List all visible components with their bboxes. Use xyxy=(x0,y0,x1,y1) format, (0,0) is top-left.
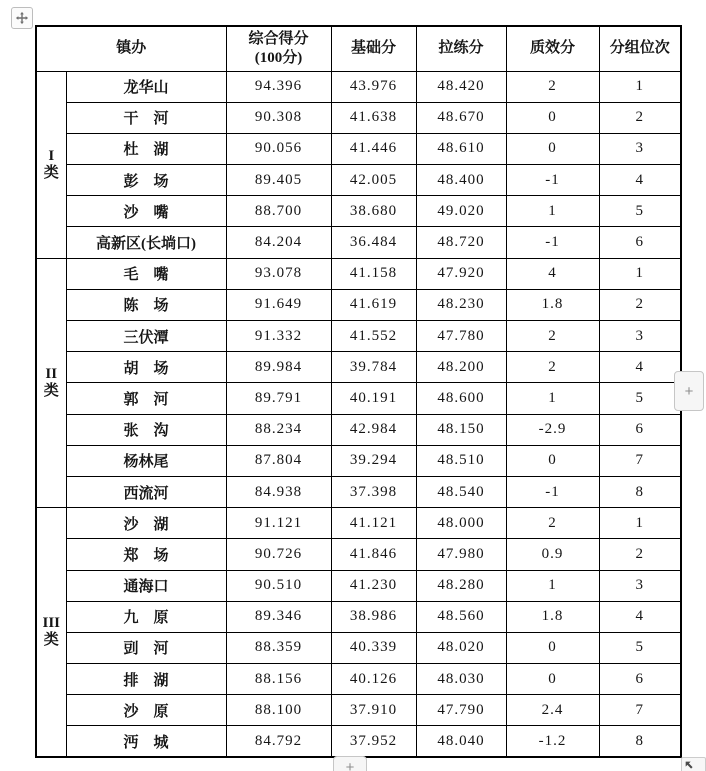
table-row xyxy=(36,632,681,663)
rank-cell[interactable]: 1 xyxy=(599,258,681,289)
header-composite-line1: 综合得分 xyxy=(248,30,309,47)
rank-cell[interactable]: 6 xyxy=(599,227,681,258)
drill-cell[interactable]: 48.670 xyxy=(416,102,506,133)
group-numeral: I xyxy=(48,147,55,164)
group-label-cell[interactable] xyxy=(36,71,66,258)
table-row xyxy=(36,352,681,383)
table-row xyxy=(36,133,681,164)
table-row xyxy=(36,664,681,695)
table-row xyxy=(36,227,681,258)
drill-cell[interactable]: 47.790 xyxy=(416,695,506,726)
town-name-cell[interactable]: 彭 场 xyxy=(66,165,226,196)
town-name-cell[interactable]: 杜 湖 xyxy=(66,133,226,164)
group-numeral: II xyxy=(45,365,58,382)
score-table xyxy=(35,25,682,758)
header-quality-cell[interactable]: 质效分 xyxy=(506,26,599,71)
base-cell[interactable]: 41.158 xyxy=(331,258,416,289)
group-numeral: III xyxy=(42,615,60,632)
drill-cell[interactable]: 48.200 xyxy=(416,352,506,383)
quality-cell[interactable]: 0 xyxy=(506,445,599,476)
town-name-cell[interactable]: 杨林尾 xyxy=(66,445,226,476)
composite-cell[interactable]: 90.308 xyxy=(226,102,331,133)
quality-cell[interactable]: 0 xyxy=(506,102,599,133)
table-row xyxy=(36,695,681,726)
base-cell[interactable]: 41.638 xyxy=(331,102,416,133)
quality-cell[interactable]: -1 xyxy=(506,165,599,196)
table-row xyxy=(36,289,681,320)
town-name-cell[interactable]: 陈 场 xyxy=(66,289,226,320)
composite-cell[interactable]: 87.804 xyxy=(226,445,331,476)
town-name-cell[interactable]: 九 原 xyxy=(66,601,226,632)
composite-cell[interactable]: 90.726 xyxy=(226,539,331,570)
composite-cell[interactable]: 91.121 xyxy=(226,508,331,539)
base-cell[interactable]: 40.339 xyxy=(331,632,416,663)
rank-cell[interactable]: 4 xyxy=(599,165,681,196)
header-rank-cell[interactable]: 分组位次 xyxy=(599,26,681,71)
table-row xyxy=(36,414,681,445)
composite-cell[interactable]: 91.649 xyxy=(226,289,331,320)
drill-cell[interactable]: 48.510 xyxy=(416,445,506,476)
quality-cell[interactable]: -1.2 xyxy=(506,726,599,757)
base-cell[interactable]: 41.552 xyxy=(331,321,416,352)
composite-cell[interactable]: 90.510 xyxy=(226,570,331,601)
quality-cell[interactable]: 0.9 xyxy=(506,539,599,570)
base-cell[interactable]: 38.986 xyxy=(331,601,416,632)
rank-cell[interactable]: 1 xyxy=(599,508,681,539)
rank-cell[interactable]: 8 xyxy=(599,726,681,757)
drill-cell[interactable]: 48.150 xyxy=(416,414,506,445)
composite-cell[interactable]: 84.204 xyxy=(226,227,331,258)
rank-cell[interactable]: 7 xyxy=(599,445,681,476)
town-name-cell[interactable]: 沙 原 xyxy=(66,695,226,726)
header-town-cell[interactable]: 镇办 xyxy=(36,26,226,71)
base-cell[interactable]: 39.294 xyxy=(331,445,416,476)
table-row xyxy=(36,726,681,757)
quality-cell[interactable]: -1 xyxy=(506,476,599,507)
quality-cell[interactable]: 0 xyxy=(506,664,599,695)
quality-cell[interactable]: 0 xyxy=(506,632,599,663)
drill-cell[interactable]: 49.020 xyxy=(416,196,506,227)
base-cell[interactable]: 41.121 xyxy=(331,508,416,539)
table-row xyxy=(36,321,681,352)
base-cell[interactable]: 42.005 xyxy=(331,165,416,196)
table-row xyxy=(36,539,681,570)
group-suffix: 类 xyxy=(43,632,59,649)
quality-cell[interactable]: 1 xyxy=(506,196,599,227)
drill-cell[interactable]: 48.720 xyxy=(416,227,506,258)
drill-cell[interactable]: 47.980 xyxy=(416,539,506,570)
quality-cell[interactable]: 2 xyxy=(506,508,599,539)
drill-cell[interactable]: 48.280 xyxy=(416,570,506,601)
town-name-cell[interactable]: 三伏潭 xyxy=(66,321,226,352)
drill-cell[interactable]: 48.230 xyxy=(416,289,506,320)
quality-cell[interactable]: 1.8 xyxy=(506,601,599,632)
town-name-cell[interactable]: 沙 湖 xyxy=(66,508,226,539)
add-row-button[interactable]: + xyxy=(333,756,367,771)
rank-cell[interactable]: 8 xyxy=(599,476,681,507)
drill-cell[interactable]: 48.030 xyxy=(416,664,506,695)
base-cell[interactable]: 37.398 xyxy=(331,476,416,507)
nw-arrow-icon xyxy=(684,760,694,770)
composite-cell[interactable]: 88.234 xyxy=(226,414,331,445)
quality-cell[interactable]: 0 xyxy=(506,133,599,164)
composite-cell[interactable]: 88.359 xyxy=(226,632,331,663)
town-name-cell[interactable]: 排 湖 xyxy=(66,664,226,695)
rank-cell[interactable]: 4 xyxy=(599,352,681,383)
town-name-cell[interactable]: 高新区(长埫口) xyxy=(66,227,226,258)
move-icon xyxy=(15,11,29,25)
quality-cell[interactable]: 2 xyxy=(506,321,599,352)
town-name-cell[interactable]: 西流河 xyxy=(66,476,226,507)
drill-cell[interactable]: 48.400 xyxy=(416,165,506,196)
table-row xyxy=(36,476,681,507)
quality-cell[interactable]: -2.9 xyxy=(506,414,599,445)
base-cell[interactable]: 43.976 xyxy=(331,71,416,102)
base-cell[interactable]: 38.680 xyxy=(331,196,416,227)
drill-cell[interactable]: 47.780 xyxy=(416,321,506,352)
table-row xyxy=(36,508,681,539)
base-cell[interactable]: 42.984 xyxy=(331,414,416,445)
composite-cell[interactable]: 89.405 xyxy=(226,165,331,196)
town-name-cell[interactable]: 沔 城 xyxy=(66,726,226,757)
group-suffix: 类 xyxy=(43,164,59,181)
table-row xyxy=(36,165,681,196)
drill-cell[interactable]: 48.040 xyxy=(416,726,506,757)
rank-cell[interactable]: 6 xyxy=(599,664,681,695)
town-name-cell[interactable]: 郭 河 xyxy=(66,383,226,414)
composite-cell[interactable]: 89.984 xyxy=(226,352,331,383)
quality-cell[interactable]: 1.8 xyxy=(506,289,599,320)
rank-cell[interactable]: 1 xyxy=(599,71,681,102)
table-row xyxy=(36,258,681,289)
composite-cell[interactable]: 84.792 xyxy=(226,726,331,757)
town-name-cell[interactable]: 毛 嘴 xyxy=(66,258,226,289)
base-cell[interactable]: 37.910 xyxy=(331,695,416,726)
table-resize-handle[interactable] xyxy=(681,757,706,771)
rank-cell[interactable]: 2 xyxy=(599,539,681,570)
base-cell[interactable]: 41.619 xyxy=(331,289,416,320)
composite-cell[interactable]: 93.078 xyxy=(226,258,331,289)
composite-cell[interactable]: 90.056 xyxy=(226,133,331,164)
table-row xyxy=(36,196,681,227)
header-drill-cell[interactable]: 拉练分 xyxy=(416,26,506,71)
table-move-handle[interactable] xyxy=(11,7,33,29)
town-name-cell[interactable]: 张 沟 xyxy=(66,414,226,445)
quality-cell[interactable]: 2 xyxy=(506,352,599,383)
drill-cell[interactable]: 48.020 xyxy=(416,632,506,663)
base-cell[interactable]: 40.191 xyxy=(331,383,416,414)
rank-cell[interactable]: 3 xyxy=(599,321,681,352)
town-name-cell[interactable]: 郑 场 xyxy=(66,539,226,570)
rank-cell[interactable]: 5 xyxy=(599,632,681,663)
town-name-cell[interactable]: 沙 嘴 xyxy=(66,196,226,227)
group-label-cell[interactable] xyxy=(36,508,66,758)
quality-cell[interactable]: 2.4 xyxy=(506,695,599,726)
composite-cell[interactable]: 88.100 xyxy=(226,695,331,726)
header-composite-line2: (100分) xyxy=(254,49,303,66)
table-row xyxy=(36,445,681,476)
rank-cell[interactable]: 6 xyxy=(599,414,681,445)
table-body xyxy=(36,71,681,757)
add-column-button[interactable]: + xyxy=(674,371,704,411)
composite-cell[interactable]: 94.396 xyxy=(226,71,331,102)
town-name-cell[interactable]: 胡 场 xyxy=(66,352,226,383)
rank-cell[interactable]: 5 xyxy=(599,196,681,227)
base-cell[interactable]: 41.846 xyxy=(331,539,416,570)
town-name-cell[interactable]: 剅 河 xyxy=(66,632,226,663)
rank-cell[interactable]: 5 xyxy=(599,383,681,414)
rank-cell[interactable]: 2 xyxy=(599,102,681,133)
composite-cell[interactable]: 84.938 xyxy=(226,476,331,507)
quality-cell[interactable]: 1 xyxy=(506,383,599,414)
rank-cell[interactable]: 2 xyxy=(599,289,681,320)
rank-cell[interactable]: 3 xyxy=(599,570,681,601)
base-cell[interactable]: 41.230 xyxy=(331,570,416,601)
base-cell[interactable]: 39.784 xyxy=(331,352,416,383)
drill-cell[interactable]: 48.420 xyxy=(416,71,506,102)
town-name-cell[interactable]: 干 河 xyxy=(66,102,226,133)
rank-cell[interactable]: 4 xyxy=(599,601,681,632)
rank-cell[interactable]: 7 xyxy=(599,695,681,726)
table-row xyxy=(36,570,681,601)
table-row xyxy=(36,102,681,133)
rank-cell[interactable]: 3 xyxy=(599,133,681,164)
base-cell[interactable]: 37.952 xyxy=(331,726,416,757)
drill-cell[interactable]: 47.920 xyxy=(416,258,506,289)
town-name-cell[interactable]: 龙华山 xyxy=(66,71,226,102)
table-row xyxy=(36,383,681,414)
drill-cell[interactable]: 48.540 xyxy=(416,476,506,507)
quality-cell[interactable]: -1 xyxy=(506,227,599,258)
base-cell[interactable]: 40.126 xyxy=(331,664,416,695)
composite-cell[interactable]: 89.346 xyxy=(226,601,331,632)
composite-cell[interactable]: 88.700 xyxy=(226,196,331,227)
drill-cell[interactable]: 48.610 xyxy=(416,133,506,164)
table-row xyxy=(36,71,681,102)
drill-cell[interactable]: 48.560 xyxy=(416,601,506,632)
composite-cell[interactable]: 88.156 xyxy=(226,664,331,695)
header-composite-cell[interactable] xyxy=(226,26,331,71)
base-cell[interactable]: 36.484 xyxy=(331,227,416,258)
quality-cell[interactable]: 2 xyxy=(506,71,599,102)
composite-cell[interactable]: 89.791 xyxy=(226,383,331,414)
header-base-cell[interactable]: 基础分 xyxy=(331,26,416,71)
quality-cell[interactable]: 1 xyxy=(506,570,599,601)
quality-cell[interactable]: 4 xyxy=(506,258,599,289)
base-cell[interactable]: 41.446 xyxy=(331,133,416,164)
header-row xyxy=(36,26,681,71)
table-row xyxy=(36,601,681,632)
town-name-cell[interactable]: 通海口 xyxy=(66,570,226,601)
drill-cell[interactable]: 48.000 xyxy=(416,508,506,539)
composite-cell[interactable]: 91.332 xyxy=(226,321,331,352)
group-label-cell[interactable] xyxy=(36,258,66,508)
drill-cell[interactable]: 48.600 xyxy=(416,383,506,414)
group-suffix: 类 xyxy=(43,382,59,399)
